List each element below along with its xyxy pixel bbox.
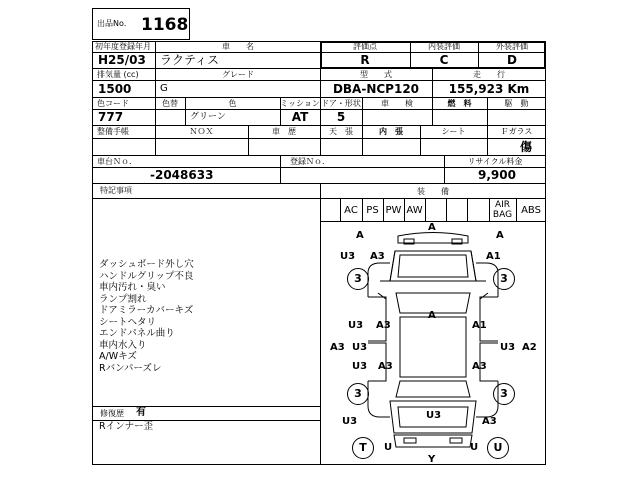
note-item: ハンドルグリップ不良 (99, 270, 194, 282)
grid-line (92, 80, 546, 81)
repair-history-label: 修復歴 (100, 409, 124, 418)
special-notes-list (99, 259, 319, 374)
damage-mark: A3 (376, 320, 391, 331)
wheel-spare-right: U (487, 437, 509, 459)
equipment-label: 装 備 (417, 187, 449, 196)
reg-year-label: 初年度登録年月 (95, 42, 151, 51)
lot-number-box (92, 8, 190, 40)
damage-mark: U3 (426, 410, 442, 421)
recycle-fee-label: リサイクル料金 (467, 157, 523, 166)
doors-label: ドア・形状 (321, 99, 361, 108)
note-item: 車内汚れ・臭い (99, 282, 166, 293)
grid-line (446, 198, 447, 221)
damage-mark: U3 (352, 361, 368, 372)
damage-mark: A (496, 230, 504, 241)
front-glass-label: Ｆガラス (500, 127, 533, 136)
color-value: グリーン (190, 112, 226, 122)
chassis-number-value: -2048633 (150, 168, 214, 182)
damage-mark: A (428, 310, 436, 321)
exterior-score-label: 外装評価 (496, 42, 528, 51)
wheel-front-left: 3 (347, 268, 369, 290)
chassis-number-label: 車台Ｎｏ． (97, 157, 137, 166)
damage-mark: U3 (352, 342, 368, 353)
wheel-rear-left: 3 (347, 383, 369, 405)
drive-label: 駆 動 (504, 99, 529, 108)
registration-number-label: 登録Ｎｏ． (290, 157, 330, 166)
grid-line (425, 198, 426, 221)
trim-label: 内 張 (379, 127, 403, 136)
lot-number-label: 出品No． (97, 19, 132, 28)
grid-line (467, 198, 468, 221)
grid-line (92, 183, 546, 184)
color-code-label: 色コード (97, 99, 129, 108)
inspection-label: 車 検 (381, 99, 413, 108)
grid-line (92, 155, 546, 156)
grid-line (280, 155, 281, 183)
mileage-label: 走 行 (473, 70, 505, 79)
note-item: シートヘタリ (99, 316, 157, 328)
model-label: 型 式 (360, 70, 392, 79)
color-change-label: 色替 (162, 99, 178, 108)
grid-line (92, 97, 546, 98)
exterior-score-value: D (507, 53, 517, 67)
damage-mark: A3 (482, 416, 497, 427)
wheel-rear-right: 3 (493, 383, 515, 405)
note-item: A/Wキズ (99, 351, 137, 362)
damage-mark: A3 (472, 361, 487, 372)
damage-mark: U3 (342, 416, 358, 427)
equipment-pw: PW (385, 205, 402, 216)
transmission-label: ミッション (280, 99, 320, 108)
equipment-ac: AC (344, 205, 358, 216)
recycle-fee-value: 9,900 (478, 168, 516, 182)
color-label: 色 (228, 99, 237, 108)
damage-mark: Y (428, 454, 436, 465)
doors-value: 5 (336, 110, 346, 124)
interior-score-value: C (439, 53, 449, 67)
repair-note: Rインナー歪 (99, 421, 154, 432)
score-value: R (360, 53, 370, 67)
grid-line (92, 198, 546, 199)
damage-mark: A3 (378, 361, 393, 372)
grid-line (92, 406, 320, 407)
grade-value: G (160, 83, 168, 94)
color-code-value: 777 (98, 110, 124, 124)
note-item: エンドパネル曲り (99, 328, 175, 339)
equipment-aw: AW (406, 205, 423, 216)
wheel-front-right: 3 (493, 268, 515, 290)
headliner-label: 天 張 (329, 127, 353, 136)
damage-mark: U (384, 442, 393, 453)
reg-year-value: H25/03 (98, 53, 146, 67)
damage-mark: U3 (348, 320, 364, 331)
lot-number: 1168 (141, 15, 189, 35)
wheel-spare-left: T (352, 437, 374, 459)
transmission-value: AT (291, 110, 309, 124)
note-item: ランプ割れ (99, 293, 147, 305)
front-glass-value: 傷 (520, 140, 533, 154)
grid-line (92, 125, 546, 126)
mileage-value: 155,923 Km (448, 82, 530, 96)
damage-mark: A1 (486, 251, 501, 262)
damage-mark: A3 (370, 251, 385, 262)
seat-label: シート (441, 127, 466, 136)
damage-mark: A (356, 230, 364, 241)
equipment-airbag: AIR BAG (492, 200, 513, 220)
score-label: 評価点 (353, 42, 377, 51)
damage-mark: A1 (472, 320, 487, 331)
note-item: ドアミラーカバーキズ (99, 305, 194, 316)
service-book-label: 整備手帳 (97, 127, 129, 136)
damage-mark: A (428, 222, 436, 233)
equipment-abs: ABS (521, 205, 541, 216)
damage-mark: U3 (500, 342, 516, 353)
note-item: Rバンパーズレ (99, 362, 162, 374)
car-name-value: ラクティス (160, 53, 220, 67)
history-label: 車 歴 (272, 127, 296, 136)
repair-history-value: 有 (136, 407, 146, 418)
displacement-label: 排気量 (cc) (97, 70, 139, 79)
damage-mark: U3 (340, 251, 356, 262)
special-notes-label: 特記事項 (100, 186, 132, 195)
equipment-ps: PS (366, 205, 379, 216)
nox-label: ＮＯＸ (189, 127, 214, 136)
damage-mark: A2 (522, 342, 537, 353)
note-item: 車内水入り (99, 339, 147, 351)
displacement-value: 1500 (98, 82, 132, 96)
model-value: DBA-NCP120 (332, 82, 420, 96)
grade-label: グレード (222, 70, 254, 79)
note-item: ダッシュボード外し穴 (99, 259, 194, 270)
fuel-label: 燃 料 (447, 99, 472, 108)
damage-mark: A3 (330, 342, 345, 353)
grid-line (92, 138, 546, 139)
interior-score-label: 内装評価 (428, 42, 460, 51)
car-name-label: 車 名 (222, 42, 254, 51)
damage-mark: U (470, 442, 479, 453)
